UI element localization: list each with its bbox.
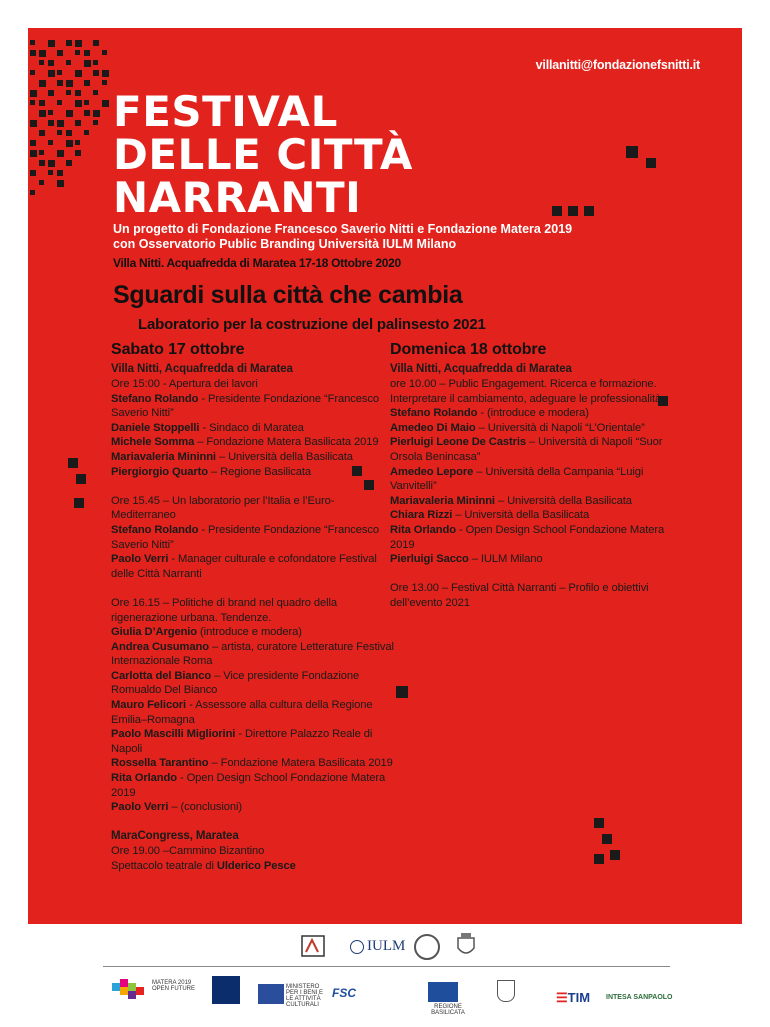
pixel-square: [48, 40, 55, 47]
program-text: - Sindaco di Maratea: [199, 421, 304, 434]
footer-logo-regione-emblem: [428, 982, 458, 1002]
pixel-square: [39, 80, 46, 87]
partner-logo-festival: [300, 932, 330, 965]
program-text: – Fondazione Matera Basilicata 2019: [208, 757, 393, 770]
footer-logo-tim: [556, 990, 590, 1006]
pixel-square: [93, 110, 100, 117]
program-text: – Regione Basilicata: [208, 465, 312, 478]
pixel-square: [75, 50, 80, 55]
pixel-square: [48, 110, 53, 115]
pixel-square: [93, 90, 98, 95]
speaker-name: Paolo Verri: [111, 801, 169, 814]
day1-program-item: [111, 727, 396, 756]
pixel-square: [66, 40, 72, 46]
day2-program: [390, 377, 685, 611]
speaker-name: Amedeo Lepore: [390, 465, 474, 478]
speaker-name: Piergiorgio Quarto: [111, 465, 209, 478]
poster: [28, 28, 742, 924]
project-subtitle: [113, 222, 572, 252]
day2-program-item: [390, 581, 685, 610]
partner-logo-seal: [414, 934, 440, 960]
day1-program-item: [111, 450, 396, 465]
program-text: – Università della Basilicata: [452, 509, 590, 522]
footer-logo-maratea-crest: [497, 980, 515, 1002]
day2-session: [390, 377, 685, 567]
pixel-square: [646, 158, 656, 168]
program-text: Ore 15.45 – Un laboratorio per l’Italia e l’Euro-Mediterraneo: [111, 494, 335, 522]
pixel-square: [57, 50, 63, 56]
program-text: Ore 15:00 - Apertura dei lavori: [111, 378, 258, 390]
program-text: - Open Design School Fondazione Matera 2019: [111, 772, 386, 799]
day2-location: Villa Nitti, Acquafredda di Maratea: [390, 363, 572, 375]
pixel-square: [39, 180, 44, 185]
pixel-square: [75, 90, 81, 96]
program-text: Ore 16.15 – Politiche di brand nel quadro della rigenerazione urbana. Tendenze.: [111, 596, 338, 624]
speaker-name: Mauro Felicori: [111, 699, 187, 712]
pixel-square: [48, 90, 54, 96]
program-text: – Università di Napoli “Suor Orsola Benincasa”: [390, 436, 663, 463]
evening-location: MaraCongress, Maratea: [111, 830, 239, 843]
speaker-name: Mariavaleria Mininni: [111, 450, 216, 463]
pixel-square: [93, 70, 99, 76]
program-text: – Fondazione Matera Basilicata 2019: [194, 436, 379, 449]
footer-logo-ministry-emblem: [258, 984, 284, 1004]
pixel-square: [39, 130, 45, 136]
speaker-name: Andrea Cusumano: [111, 640, 209, 653]
pixel-square: [610, 850, 620, 860]
day1-program-item: [111, 494, 396, 523]
pixel-square: [93, 120, 98, 125]
footer-logo-fsc: FSC: [332, 986, 356, 1000]
program-text: Ore 13.00 – Festival Città Narranti – Profilo e obiettivi dell’evento 2021: [390, 582, 649, 609]
evening-show: [111, 859, 396, 874]
footer-logo-matera: [110, 975, 150, 1010]
pixel-square: [39, 100, 45, 106]
title-line-3: NARRANTI: [113, 173, 362, 222]
title-line-1: FESTIVAL: [113, 87, 338, 136]
day1-program-item: [111, 392, 396, 421]
pixel-square: [48, 70, 55, 77]
pixel-square: [76, 474, 86, 484]
pixel-square: [48, 160, 55, 167]
pixel-square: [30, 120, 37, 127]
day2-program-item: [390, 421, 685, 436]
day1-program-item: [111, 596, 396, 625]
day1-program-item: [111, 523, 396, 552]
pixel-square: [39, 60, 44, 65]
pixel-square: [93, 60, 98, 65]
program-text: - Assessore alla cultura della Regione Emilia–Romagna: [111, 699, 373, 726]
speaker-name: Rossella Tarantino: [111, 757, 209, 770]
pixel-square: [30, 170, 36, 176]
speaker-name: Stefano Rolando: [111, 392, 199, 405]
pixel-square: [57, 120, 64, 127]
pixel-square: [552, 206, 562, 216]
pixel-square: [75, 150, 81, 156]
pixel-square: [594, 854, 604, 864]
speaker-name: Daniele Stoppelli: [111, 421, 200, 434]
pixel-square: [84, 50, 90, 56]
pixel-square: [84, 100, 89, 105]
speaker-name: Giulia D’Argenio: [111, 626, 198, 639]
tim-label: TIM: [567, 990, 591, 1005]
day2-program-item: [390, 435, 685, 464]
day2-heading: Domenica 18 ottobre: [390, 341, 547, 358]
program-text: ore 10.00 – Public Engagement. Ricerca e formazione. Interpretare il cambiamento, adeguare le professionalità: [390, 378, 662, 405]
program-text: - Open Design School Fondazione Matera 2019: [390, 523, 665, 551]
subtitle-line-2: con Osservatorio Public Branding Università IULM Milano: [113, 237, 457, 251]
footer-logo-intesa: INTESA SANPAOLO: [606, 994, 673, 1001]
pixel-square: [74, 498, 84, 508]
day1-program-item: [111, 435, 396, 450]
program-text: – Università di Napoli “L’Orientale”: [475, 421, 645, 434]
speaker-name: Rita Orlando: [111, 772, 177, 785]
pixel-square: [48, 170, 53, 175]
day1-program-item: [111, 698, 396, 727]
headline: Sguardi sulla città che cambia: [113, 281, 463, 309]
program-text: (introduce e modera): [197, 626, 302, 639]
day1-program-item: [111, 625, 396, 640]
pixel-square: [84, 110, 90, 116]
pixel-square: [75, 100, 82, 107]
program-text: – artista, curatore Letterature Festival Internazionale Roma: [111, 640, 394, 668]
pixel-square: [39, 50, 46, 57]
speaker-name: Stefano Rolando: [111, 523, 199, 536]
pixel-square: [102, 100, 109, 107]
pixel-square: [57, 150, 64, 157]
venue-dates: Villa Nitti. Acquafredda di Maratea 17-18 Ottobre 2020: [113, 256, 401, 270]
pixel-square: [30, 90, 37, 97]
pixel-square: [66, 160, 72, 166]
program-text: – (conclusioni): [168, 801, 242, 814]
day1-heading: Sabato 17 ottobre: [111, 341, 245, 358]
pixel-square: [102, 70, 109, 77]
pixel-square: [57, 70, 62, 75]
speaker-name: Paolo Verri: [111, 553, 169, 566]
pixel-square: [30, 140, 36, 146]
pixel-square: [594, 818, 604, 828]
speaker-name: Pierluigi Leone De Castris: [390, 436, 527, 449]
speaker-name: Michele Somma: [111, 436, 195, 449]
pixel-square: [75, 40, 82, 47]
festival-title: [113, 87, 413, 222]
program-text: - Direttore Palazzo Reale di Napoli: [111, 728, 373, 755]
pixel-square: [66, 80, 73, 87]
day1-program-item: [111, 421, 396, 436]
pixel-square: [48, 140, 53, 145]
pixel-square: [30, 150, 37, 157]
pixel-square: [584, 206, 594, 216]
pixel-square: [57, 100, 62, 105]
day1-program-item: [111, 465, 396, 480]
pixel-square: [66, 110, 73, 117]
program-text: – Università della Basilicata: [494, 494, 632, 507]
footer-logo-regione: REGIONE BASILICATA: [431, 1004, 465, 1016]
pixel-square: [102, 50, 107, 55]
program-text: – Università della Campania “Luigi Vanvitelli”: [390, 465, 644, 493]
day1-column: [111, 340, 396, 874]
pixel-square: [568, 206, 578, 216]
day2-program-item: [390, 377, 685, 406]
pixel-square: [39, 150, 44, 155]
evening-artist: Ulderico Pesce: [216, 860, 296, 872]
pixel-square: [66, 90, 71, 95]
speaker-name: Carlotta del Bianco: [111, 669, 212, 682]
partner-logo-crest: [456, 932, 476, 963]
pixel-square: [66, 130, 72, 136]
pixel-square: [66, 140, 73, 147]
pixel-square: [84, 80, 90, 86]
day1-program-item: [111, 640, 396, 669]
pixel-square: [75, 70, 82, 77]
pixel-square: [602, 834, 612, 844]
pixel-square: [30, 190, 35, 195]
pixel-square: [57, 180, 64, 187]
pixel-square: [57, 80, 63, 86]
program-text: - Presidente Fondazione “Francesco Saverio Nitti”: [111, 392, 379, 420]
program-text: – Università della Basilicata: [215, 450, 353, 463]
pixel-square: [57, 170, 63, 176]
footer-divider: [103, 966, 670, 967]
day2-program-item: [390, 552, 685, 567]
day2-program-item: [390, 508, 685, 523]
footer-logo-ministry: MINISTERO PER I BENI E LE ATTIVITÀ CULTURALI: [286, 984, 324, 1008]
speaker-name: Mariavaleria Mininni: [390, 494, 495, 507]
day1-session: [111, 494, 396, 582]
pixel-square: [30, 70, 35, 75]
pixel-square: [39, 110, 46, 117]
speaker-name: Rita Orlando: [390, 523, 456, 536]
program-text: - Presidente Fondazione “Francesco Saverio Nitti”: [111, 523, 379, 551]
pixel-square: [84, 60, 91, 67]
day2-program-item: [390, 523, 685, 552]
pixel-square: [39, 160, 45, 166]
partner-logo-iulm: [350, 938, 405, 955]
pixel-square: [30, 100, 35, 105]
subtitle-line-1: Un progetto di Fondazione Francesco Saverio Nitti e Fondazione Matera 2019: [113, 222, 573, 236]
day2-program-item: [390, 406, 685, 421]
day1-program-item: [111, 377, 396, 392]
evening-time: Ore 19.00 –Cammino Bizantino: [111, 845, 265, 858]
evening-show-text: Spettacolo teatrale di: [111, 860, 217, 872]
pixel-square: [93, 40, 99, 46]
day1-location: Villa Nitti, Acquafredda di Maratea: [111, 363, 293, 375]
pixel-square: [30, 50, 36, 56]
pixel-square: [68, 458, 78, 468]
day1-program-item: [111, 552, 396, 581]
iulm-seal-icon: [350, 940, 364, 954]
subheadline: Laboratorio per la costruzione del palinsesto 2021: [138, 316, 486, 333]
pixel-square: [57, 130, 62, 135]
speaker-name: Chiara Rizzi: [390, 509, 453, 522]
speaker-name: Stefano Rolando: [390, 407, 478, 420]
day2-program-item: [390, 465, 685, 494]
speaker-name: Amedeo Di Maio: [390, 421, 476, 434]
title-line-2: DELLE CITTÀ: [113, 130, 413, 179]
pixel-square: [75, 140, 80, 145]
speaker-name: Paolo Mascilli Migliorini: [111, 728, 236, 741]
pixel-square: [48, 120, 54, 126]
day1-program: [111, 377, 396, 815]
pixel-square: [102, 80, 107, 85]
day1-program-item: [111, 771, 396, 800]
pixel-square: [66, 60, 71, 65]
day1-program-item: [111, 800, 396, 815]
pixel-square: [75, 120, 81, 126]
day2-column: [390, 340, 685, 625]
day1-program-item: [111, 669, 396, 698]
pixel-square: [84, 130, 89, 135]
pixel-square: [30, 40, 35, 45]
program-text: – Vice presidente Fondazione Romualdo Del Bianco: [111, 669, 360, 697]
day1-session: [111, 377, 396, 479]
footer-logo-europe: [212, 976, 240, 1004]
day2-program-item: [390, 494, 685, 509]
pixel-square: [626, 146, 638, 158]
pixel-square: [396, 686, 408, 698]
pixel-square: [48, 60, 54, 66]
program-text: - Manager culturale e cofondatore Festival delle Città Narranti: [111, 553, 377, 580]
footer-logo-matera-text: MATERA 2019 OPEN FUTURE: [152, 980, 196, 992]
day2-session: [390, 581, 685, 610]
iulm-label: IULM: [367, 938, 406, 954]
program-text: – IULM Milano: [468, 553, 543, 566]
day1-program-item: [111, 756, 396, 771]
tim-symbol-icon: ☰: [556, 990, 568, 1005]
speaker-name: Pierluigi Sacco: [390, 553, 469, 566]
program-text: - (introduce e modera): [477, 407, 589, 420]
day1-session: [111, 596, 396, 815]
email-address[interactable]: villanitti@fondazionefsnitti.it: [535, 58, 700, 72]
